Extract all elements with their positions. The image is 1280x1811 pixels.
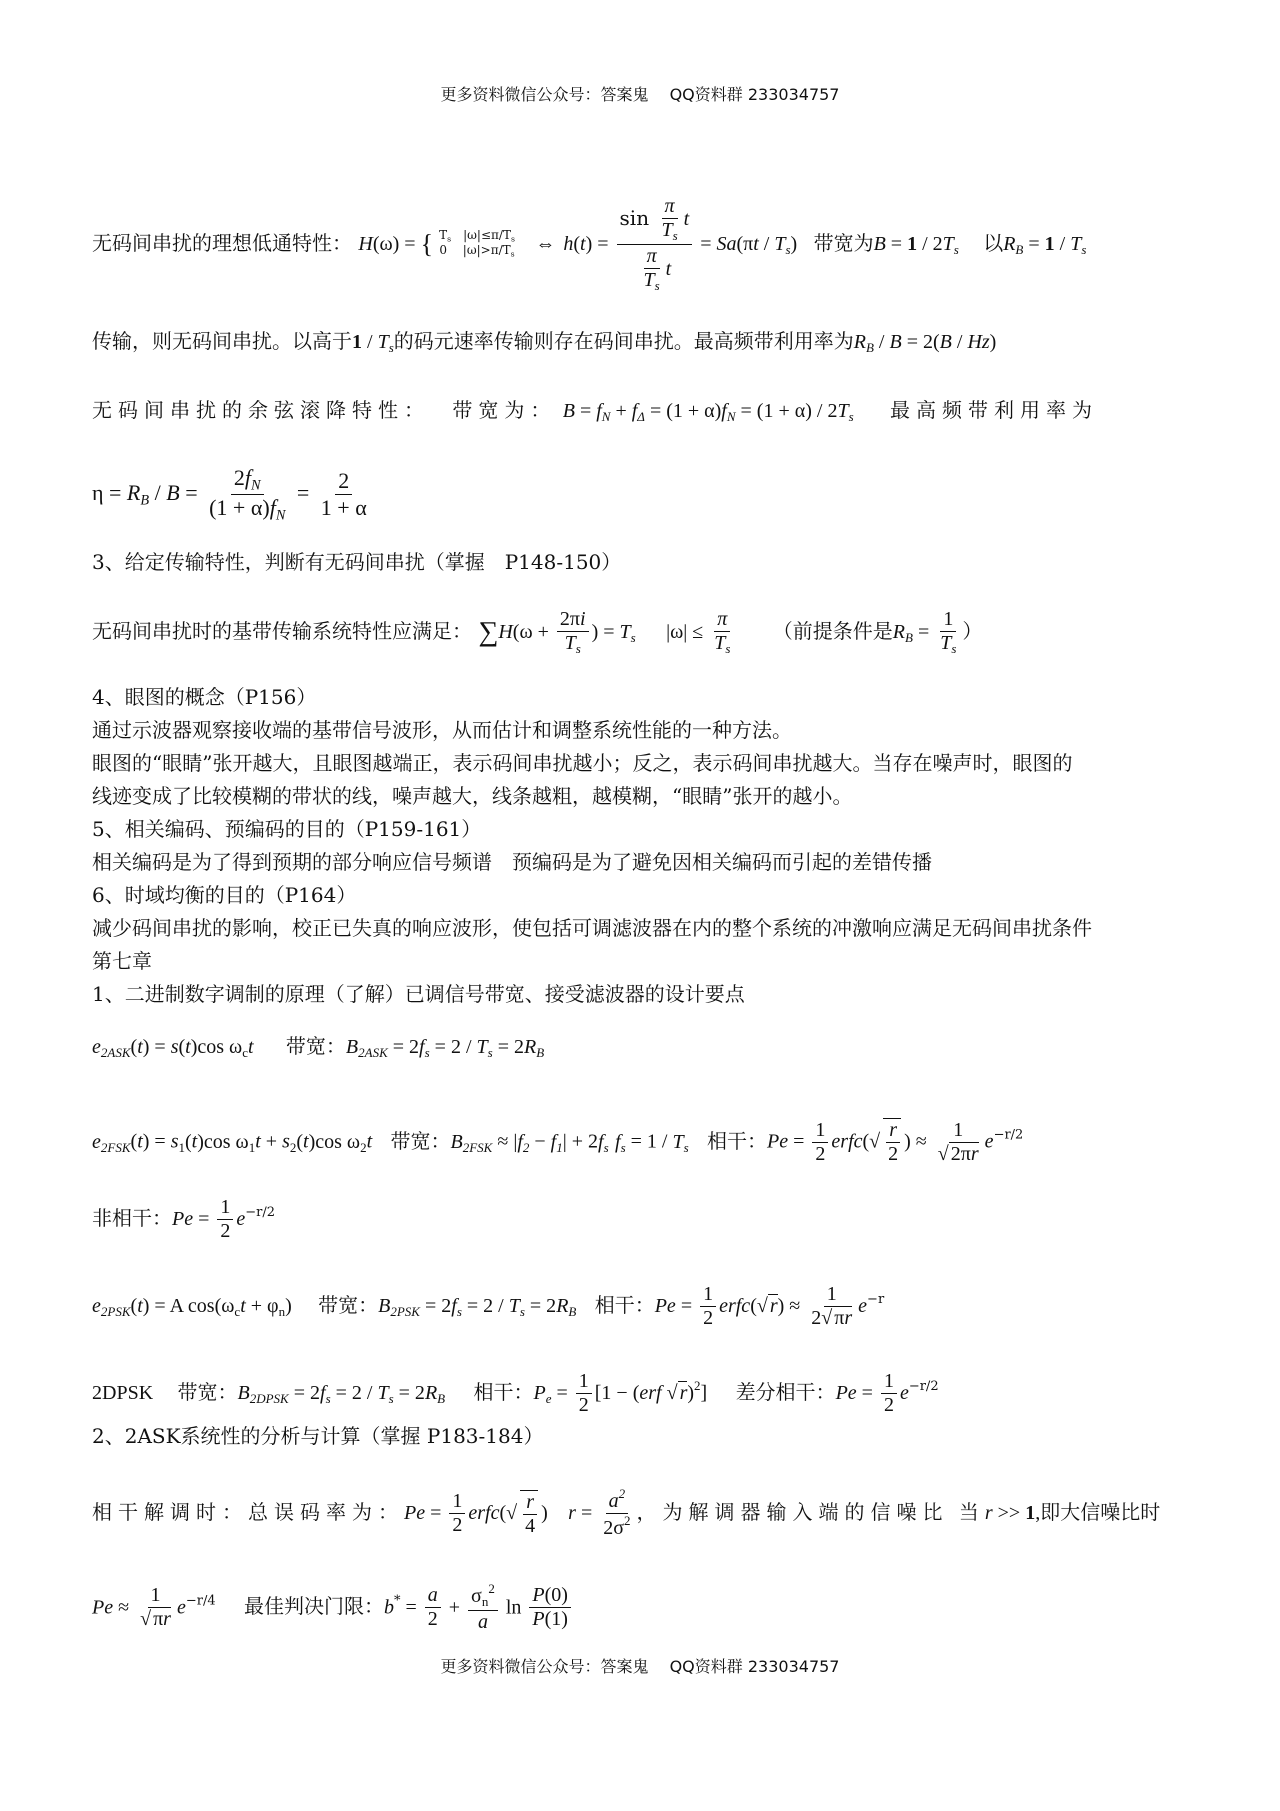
2psk-line: $e_{2PSK}(t) = A$ $\cos(\omega_ct + \varphi_n)$ 带宽：$B_{2PSK} = 2f_s = 2 / T_s = 2R_B$ 相干：Pe = $\frac{1}{2}$ erfc(√ r) ≈ $\frac{1}{2√ \pi r}$ $e^{-r}$ (92, 1283, 885, 1329)
nyquist-criterion-line: 无码间串扰时的基带传输系统特性应满足： ∑H(ω + $\frac{2\pi i}{T_s}$ ) = $T_s$ |ω| ≤ $\frac{\pi}{T_s}$ （前提条件是$R_B$ = $\frac{1}{T_s}$ ） (92, 608, 983, 656)
section-4-para-2a: 眼图的“眼睛”张开越大，且眼图越端正，表示码间串扰越小；反之，表示码间串扰越大。当存在噪声时，眼图的 (92, 751, 1073, 775)
2fsk-noncoherent: 非相干：Pe = $\frac{1}{2}$ $e^{-r/2}$ (92, 1196, 276, 1242)
2fsk-line: $e_{2FSK}(t) = s_1(t)\cos$ $\omega_1t + s_2(t)\cos$ $\omega_2t$ 带宽：$B_{2FSK} \approx |f_2 - f_1| + 2f_s$ $f_s = 1 / T_s$ 相干：Pe = $\frac{1}{2}$ erfc(√ $\frac{r}{2}$ ) ≈ $\frac{1}{√ 2\pi r}$ $e^{-r/2}$ (92, 1118, 1024, 1165)
section-4-para-1: 通过示波器观察接收端的基带信号波形，从而估计和调整系统性能的一种方法。 (92, 718, 792, 742)
formula-H-omega: H (358, 232, 373, 255)
section-6-title: 6、时域均衡的目的（P164） (92, 883, 357, 907)
footer-banner: 更多资料微信公众号：答案鬼 QQ资料群 233034757 (440, 1657, 840, 1676)
section-7-1-title: 1、二进制数字调制的原理（了解）已调信号带宽、接受滤波器的设计要点 (92, 982, 745, 1006)
section-5-para: 相关编码是为了得到预期的部分响应信号频谱 预编码是为了避免因相关编码而引起的差错传播 (92, 850, 932, 874)
2ask-line: $e_{2ASK}(t) = s(t)\cos$ $\omega_ct$ 带宽：$B_{2ASK} = 2f_s = 2 / T_s = 2R_B$ (92, 1034, 545, 1060)
2ask-coherent-line: 相干解调时：总误码率为：Pe = $\frac{1}{2}$ erfc(√ $\frac{r}{4}$ ) r = $\frac{a^2}{2\sigma^2}$ ，为解调器输入端的信噪比 当r >> 1,即大信噪比时 (92, 1486, 1161, 1540)
header-banner: 更多资料微信公众号：答案鬼 QQ资料群 233034757 (440, 85, 840, 104)
formula-sinc: sin $\frac{\pi}{T_s}$ t $\frac{\pi}{T_s}$ t (617, 195, 693, 294)
2ask-threshold-line: Pe ≈ $\frac{1}{√ \pi r}$ $e^{-r/4}$ 最佳判决门限：b* = $\frac{a}{2}$ + $\frac{\sigma_n^2}{a}$ ln $\frac{P(0)}{P(1)}$ (92, 1582, 1220, 1634)
section-4-para-2b: 线迹变成了比较模糊的带状的线，噪声越大，线条越粗，越模糊，“眼睛”张开的越小。 (92, 784, 853, 808)
section-3-title: 3、给定传输特性，判断有无码间串扰（掌握 P148-150） (92, 550, 622, 574)
section-7-2-title: 2、2ASK系统性的分析与计算（掌握 P183-184） (92, 1424, 544, 1448)
ideal-lowpass-cont: 传输，则无码间串扰。以高于$1 / T_s$的码元速率传输则存在码间串扰。最高频带利用率为$R_B / B = 2(B / Hz)$ (92, 329, 997, 355)
section-6-para: 减少码间串扰的影响，校正已失真的响应波形，使包括可调滤波器在内的整个系统的冲激响应满足无码间串扰条件 (92, 916, 1092, 940)
ideal-lowpass-line: 无码间串扰的理想低通特性： H(ω) = { $T_s$ $|\omega|\le\pi/T_s$ 0 $|\omega|>\pi/T_s$ ⇔ h(t) = sin $\frac{\pi}{T_s}$ t $\frac{\pi}{T_s}$ t = $Sa(\pi t / T_s)$ 带宽为$B = 1 / 2T_s$ 以$R_B = 1 / T_s$ (92, 195, 1087, 293)
chapter-7-heading: 第七章 (92, 949, 152, 973)
efficiency-formula: $\eta = R_B / B$ = $\frac{2f_N}{(1 + \alpha)f_N}$ = $\frac{2}{1 + \alpha}$ (92, 465, 367, 523)
2dpsk-line: 2DPSK 带宽：$B_{2DPSK} = 2f_s = 2 / T_s = 2R_B$ 相干：$P_e$ = $\frac{1}{2}$ [1 − (erf √ r)$^2$] 差分相干：Pe = $\frac{1}{2}$ $e^{-r/2}$ (92, 1370, 939, 1416)
cosine-rolloff-line: 无码间串扰的余弦滚降特性： 带宽为： $B = f_N + f_\Delta = (1 + \alpha)f_N = (1 + \alpha) / 2T_s$ 最高频带利用率为 (92, 398, 1098, 424)
section-5-title: 5、相关编码、预编码的目的（P159-161） (92, 817, 482, 841)
section-4-title: 4、眼图的概念（P156） (92, 685, 317, 709)
